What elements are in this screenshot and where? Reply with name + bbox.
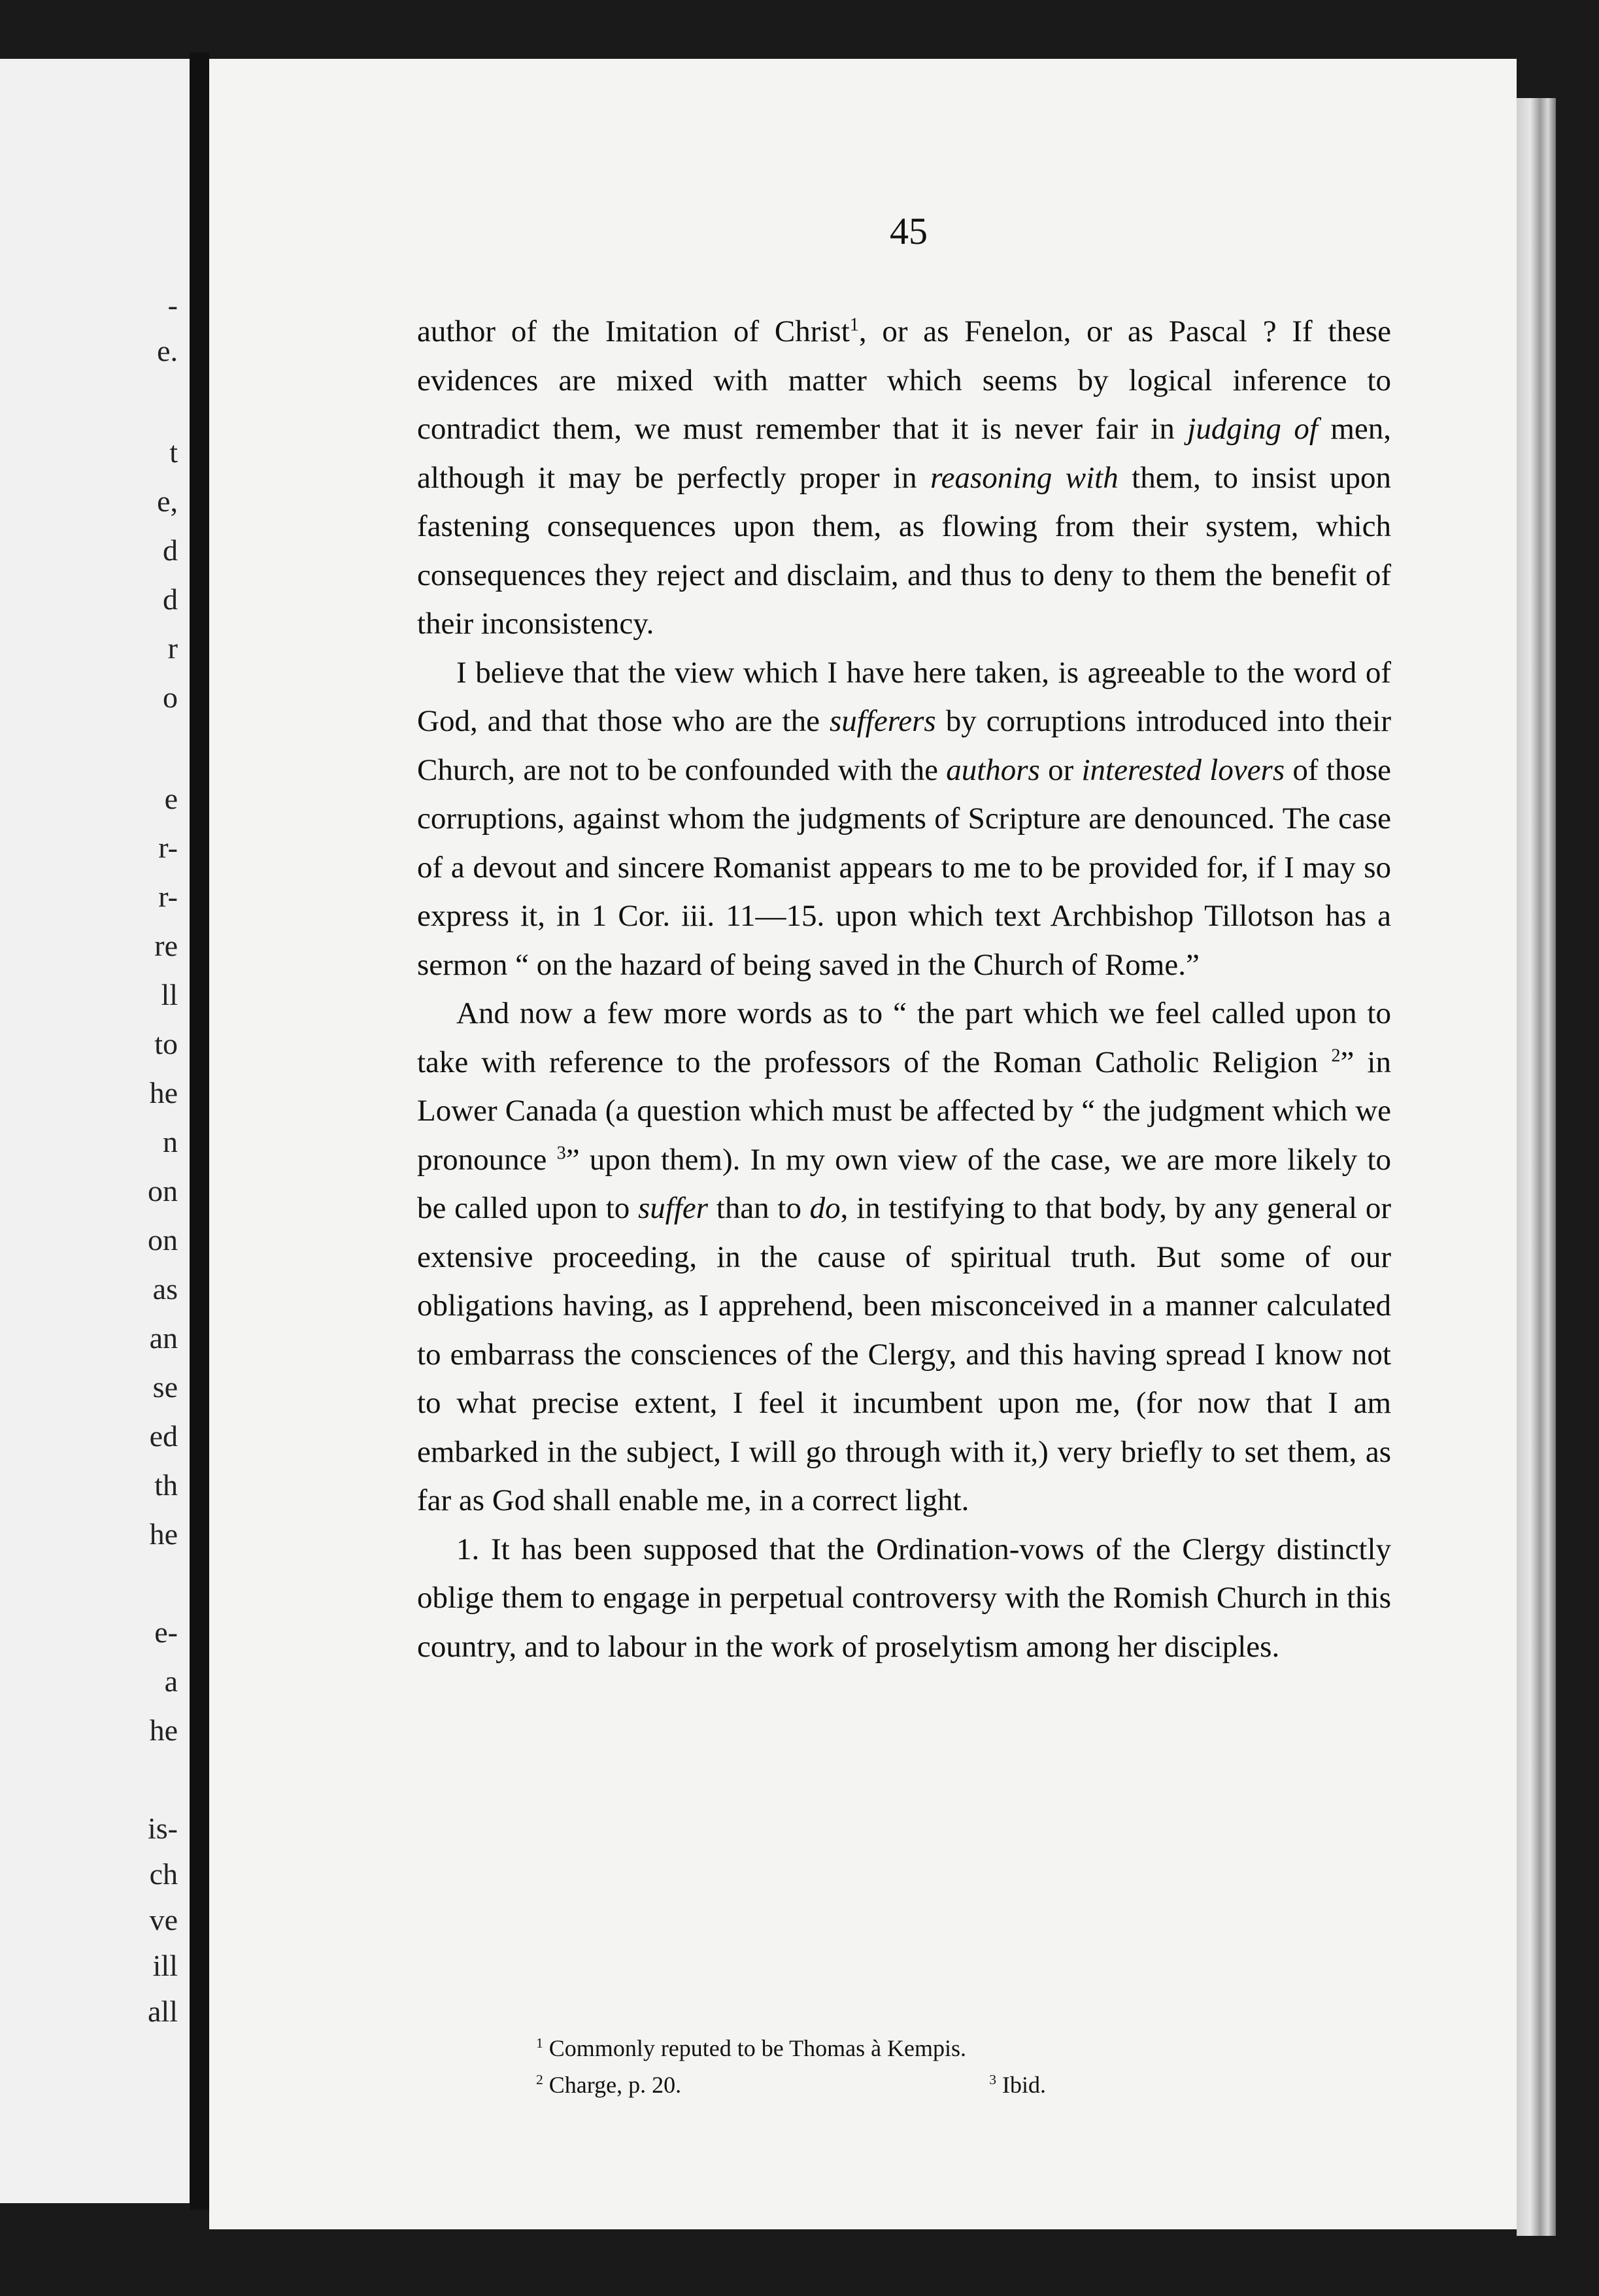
footnote-3 — [989, 2067, 1046, 2103]
footnote-reference: 3 — [556, 1142, 566, 1163]
text-run: I believe that the view which I have here taken, is agreeable to the word of God, and that those who are the — [417, 655, 1391, 738]
left-page-fragment: to — [154, 1027, 178, 1060]
left-page-fragment: ill — [152, 1949, 178, 1982]
left-page-fragment: se — [152, 1370, 178, 1404]
left-page-fragment: ll — [161, 978, 178, 1011]
text-run: by corruptions introduced into their Church, are not to be confounded with the — [417, 704, 1391, 787]
text-run: , in testifying to that body, by any general or extensive proceeding, in the cause of spiritual truth. But some of our obligations having, as I apprehend, been misconceived in a manner calculated to embarrass the consciences of the Clergy, and this having spread I know not to what precise extent, I feel it incumbent upon me, (for now that I am embarked in the subject, I will go through with it,) very briefly to set them, as far as God shall enable me, in a correct light. — [417, 1191, 1391, 1517]
body-text — [417, 307, 1391, 1671]
left-page-fragment: he — [149, 1517, 178, 1551]
left-page-fragment: d — [163, 582, 178, 616]
left-page-fragment: t — [169, 435, 178, 469]
text-run: 1. It has been supposed that the Ordination-vows of the Clergy distinctly oblige them to engage in perpetual controversy with the Romish Church in this country, and to labour in the work of proselytism among her disciples. — [417, 1532, 1391, 1664]
page-number: 45 — [890, 210, 928, 252]
footnote-2-mark: 2 — [536, 2072, 543, 2087]
text-run: or — [1039, 752, 1082, 787]
left-page-fragment: on — [148, 1223, 178, 1257]
left-page-fragment: r- — [158, 831, 178, 864]
left-page-fragment: e, — [157, 484, 178, 518]
italic-text: sufferers — [829, 704, 936, 738]
footnote-reference: 1 — [849, 314, 859, 335]
paragraph-1 — [417, 307, 1391, 649]
left-page — [0, 59, 190, 2203]
footnote-3-mark: 3 — [989, 2072, 996, 2087]
text-run: author of the Imitation of Christ — [417, 314, 850, 348]
italic-text: judging of — [1187, 412, 1318, 446]
left-page-fragment: th — [154, 1468, 178, 1502]
footnotes — [536, 2030, 1255, 2103]
left-page-fragment: he — [149, 1076, 178, 1109]
text-run: men, although it may be perfectly proper in — [417, 412, 1391, 495]
text-run: , or as Fenelon, or as Pascal ? If these evidences are mixed with matter which seems by logical inference to contradict them, we must remember that it is never fair in — [417, 314, 1391, 446]
left-page-fragment: ed — [149, 1419, 178, 1453]
left-page-fragment: he — [149, 1714, 178, 1747]
left-page-fragment: e — [164, 782, 178, 815]
footnote-1-text: Commonly reputed to be Thomas à Kempis. — [548, 2035, 967, 2061]
left-page-fragment: as — [152, 1272, 178, 1306]
page-edge — [1517, 98, 1556, 2236]
left-page-fragment: o — [163, 681, 178, 714]
left-page-fragment: re — [154, 929, 178, 962]
left-page-fragments — [0, 59, 190, 2203]
footnote-1-mark: 1 — [536, 2035, 543, 2051]
text-run: than to — [708, 1191, 810, 1225]
italic-text: do — [809, 1191, 841, 1225]
footnote-2 — [536, 2067, 681, 2103]
left-page-fragment: e- — [154, 1615, 178, 1649]
left-page-fragment: d — [163, 533, 178, 567]
footnote-row-2 — [536, 2067, 1046, 2103]
left-page-fragment: ch — [149, 1857, 178, 1891]
text-run: of those corruptions, against whom the judgments of Scripture are denounced. The case of a devout and sincere Romanist appears to me to be provided for, if I may so express it, in 1 Cor. iii. 11—15. upon which text Archbishop Tillotson has a sermon “ on the hazard of being saved in the Church of Rome.” — [417, 752, 1391, 982]
left-page-fragment: r- — [158, 880, 178, 913]
italic-text: reasoning with — [930, 460, 1119, 495]
left-page-fragment: an — [149, 1321, 178, 1355]
left-page-fragment: a — [164, 1664, 178, 1698]
text-run: ” in Lower Canada (a question which must be affected by “ the judgment which we pronounce — [417, 1045, 1391, 1177]
left-page-fragment: all — [148, 1995, 178, 2028]
text-run: them, to insist upon fastening consequences upon them, as flowing from their system, which consequences they reject and disclaim, and thus to deny to them the benefit of their inconsistency. — [417, 460, 1391, 641]
left-page-fragment: - — [167, 288, 178, 322]
italic-text: interested lovers — [1081, 752, 1285, 787]
paragraph-2 — [417, 649, 1391, 990]
text-run: And now a few more words as to “ the part which we feel called upon to take with reference to the professors of the Roman Catholic Religion — [417, 996, 1391, 1079]
italic-text: authors — [946, 752, 1040, 787]
left-page-fragment: r — [167, 632, 178, 665]
footnote-2-text: Charge, p. 20. — [548, 2072, 682, 2098]
text-run: ” upon them). In my own view of the case, we are more likely to be called upon to — [417, 1142, 1391, 1225]
paragraph-4 — [417, 1525, 1391, 1672]
left-page-fragment: is- — [148, 1812, 178, 1845]
footnote-3-text: Ibid. — [1002, 2072, 1046, 2098]
book-spine — [190, 52, 209, 2210]
left-page-fragment: ve — [149, 1903, 178, 1936]
footnote-reference: 2 — [1331, 1045, 1341, 1066]
left-page-fragment: e. — [157, 334, 178, 367]
paragraph-3 — [417, 989, 1391, 1525]
footnote-1 — [536, 2030, 1255, 2067]
left-page-fragment: on — [148, 1174, 178, 1207]
italic-text: suffer — [637, 1191, 709, 1225]
left-page-fragment: n — [163, 1125, 178, 1158]
